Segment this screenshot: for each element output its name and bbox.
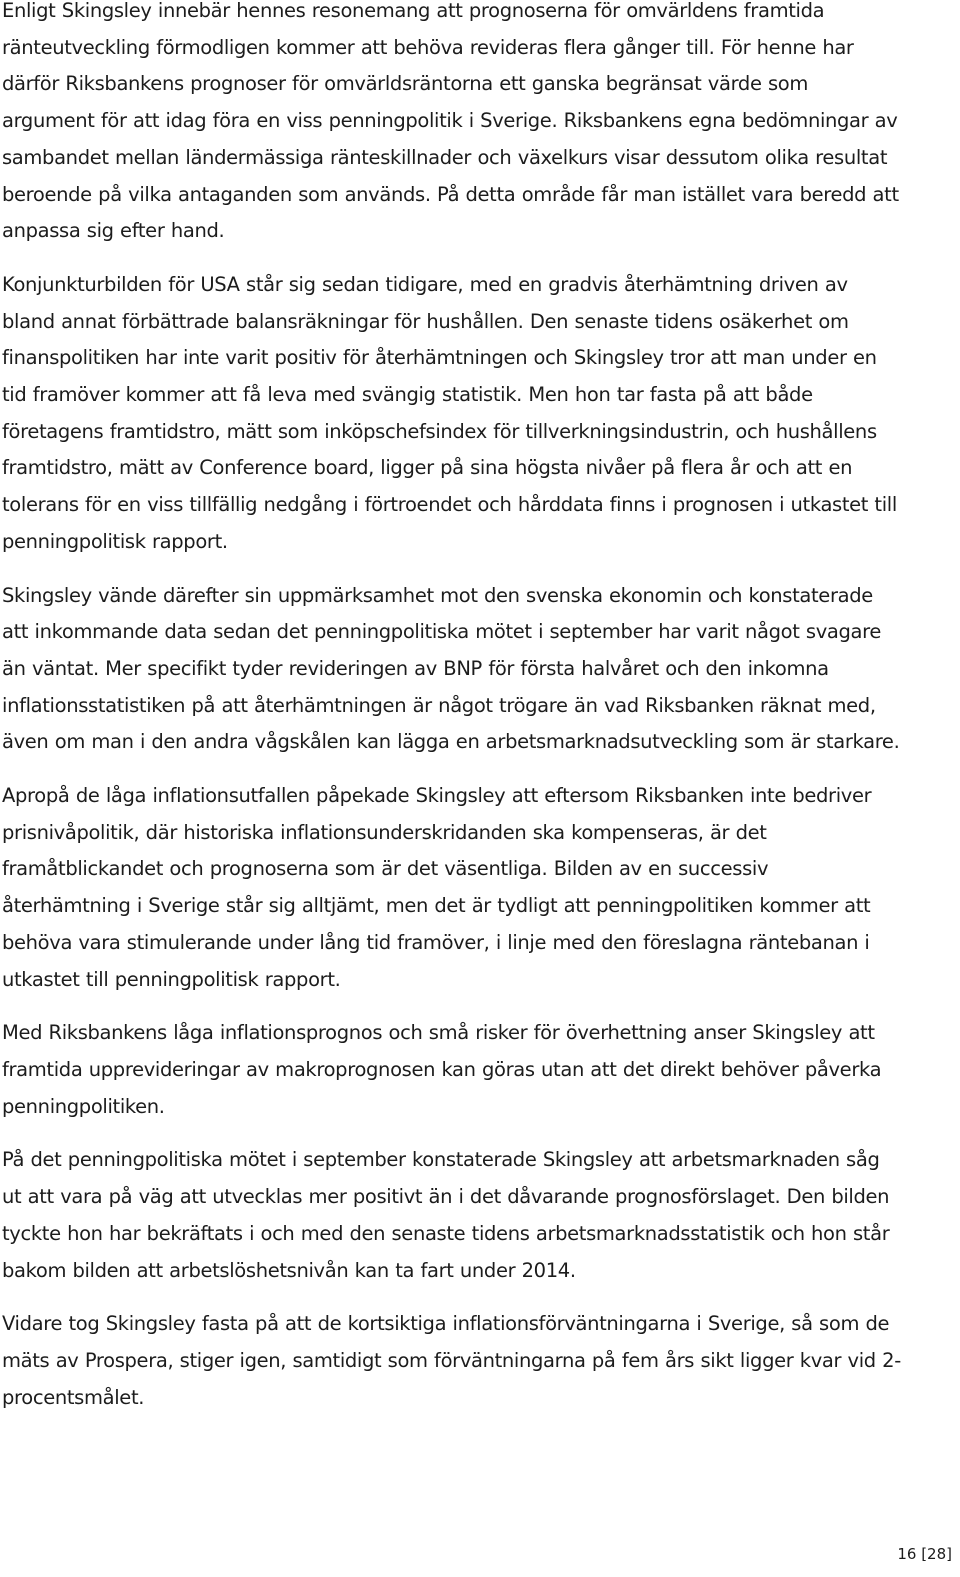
sentence: Apropå de låga inflationsutfallen påpekade Skingsley att eftersom Riksbanken inte bedriver prisnivåpolitik, där historiska inflationsunderskridanden ska kompenseras, är det framåtblickandet och prognoserna som är det väsentliga. [2,784,872,881]
paragraph [2,1015,902,1125]
sentence: På det penningpolitiska mötet i september konstaterade Skingsley att arbetsmarknaden såg ut att vara på väg att utvecklas mer positivt än i det dåvarande prognosförslaget. [2,1148,880,1209]
paragraph [2,1142,902,1289]
paragraph [2,267,902,561]
sentence: Riksbankens egna bedömningar av sambandet mellan ländermässiga ränteskillnader och växelkurs visar dessutom olika resultat beroende på vilka antaganden som används. [2,109,898,206]
sentence: Mer specifikt tyder revideringen av BNP för första halvåret och den inkomna inflationsstatistiken på att återhämtningen är något trögare än vad Riksbanken räknat med, även om man i den andra vågskålen kan lägga en arbetsmarknadsutveckling som är starkare. [2,656,900,754]
sentence: På detta område får man istället vara beredd att anpassa sig efter hand. [2,182,899,243]
paragraph [2,0,902,250]
sentence: Med Riksbankens låga inflationsprognos och små risker för överhettning anser Skingsley att framtida upprevideringar av makroprognosen kan göras utan att det direkt behöver påverka penningpolitiken. [2,1021,882,1118]
sentence: Vidare tog Skingsley fasta på att de kortsiktiga inflationsförväntningarna i Sverige, så som de mäts av Prospera, stiger igen, samtidigt som förväntningarna på fem års sikt ligger kvar vid 2-procentsmålet. [2,1312,901,1409]
sentence: Bilden av en successiv återhämtning i Sverige står sig alltjämt, men det är tydligt att penningpolitiken kommer att behöva vara stimulerande under lång tid framöver, i linje med den föreslagna räntebanan i utkastet till penningpolitisk rapport. [2,857,871,991]
document-body [2,0,902,1433]
sentence: För henne har därför Riksbankens prognoser för omvärldsräntorna ett ganska begränsat värde som argument för att idag föra en viss penningpolitik i Sverige. [2,35,854,133]
paragraph [2,578,902,762]
sentence: Konjunkturbilden för USA står sig sedan tidigare, med en gradvis återhämtning driven av bland annat förbättrade balansräkningar för hushållen. [2,272,848,333]
sentence: Skingsley vände därefter sin uppmärksamhet mot den svenska ekonomin och konstaterade att inkommande data sedan det penningpolitiska mötet i september har varit något svagare än väntat. [2,583,882,680]
sentence: Den senaste tidens osäkerhet om finanspolitiken har inte varit positiv för återhämtningen och Skingsley tror att man under en tid framöver kommer att få leva med svängig statistik. [2,309,877,407]
paragraph [2,1306,902,1416]
paragraph [2,778,902,998]
sentence: Men hon tar fasta på att både företagens framtidstro, mätt som inköpschefsindex för tillverkningsindustrin, och hushållens framtidstro, mätt av Conference board, ligger på sina högsta nivåer på flera år och att en tolerans för en viss tillfällig nedgång i förtroendet och hårddata finns i prognosen i utkastet till penningpolitisk rapport. [2,383,897,553]
sentence: Enligt Skingsley innebär hennes resonemang att prognoserna för omvärldens framtida ränteutveckling förmodligen kommer att behöva revideras flera gånger till. [2,0,825,59]
page-number: 16 [28] [897,1545,952,1563]
sentence: Den bilden tyckte hon har bekräftats i och med den senaste tidens arbetsmarknadsstatistik och hon står bakom bilden att arbetslöshetsnivån kan ta fart under 2014. [2,1185,890,1282]
